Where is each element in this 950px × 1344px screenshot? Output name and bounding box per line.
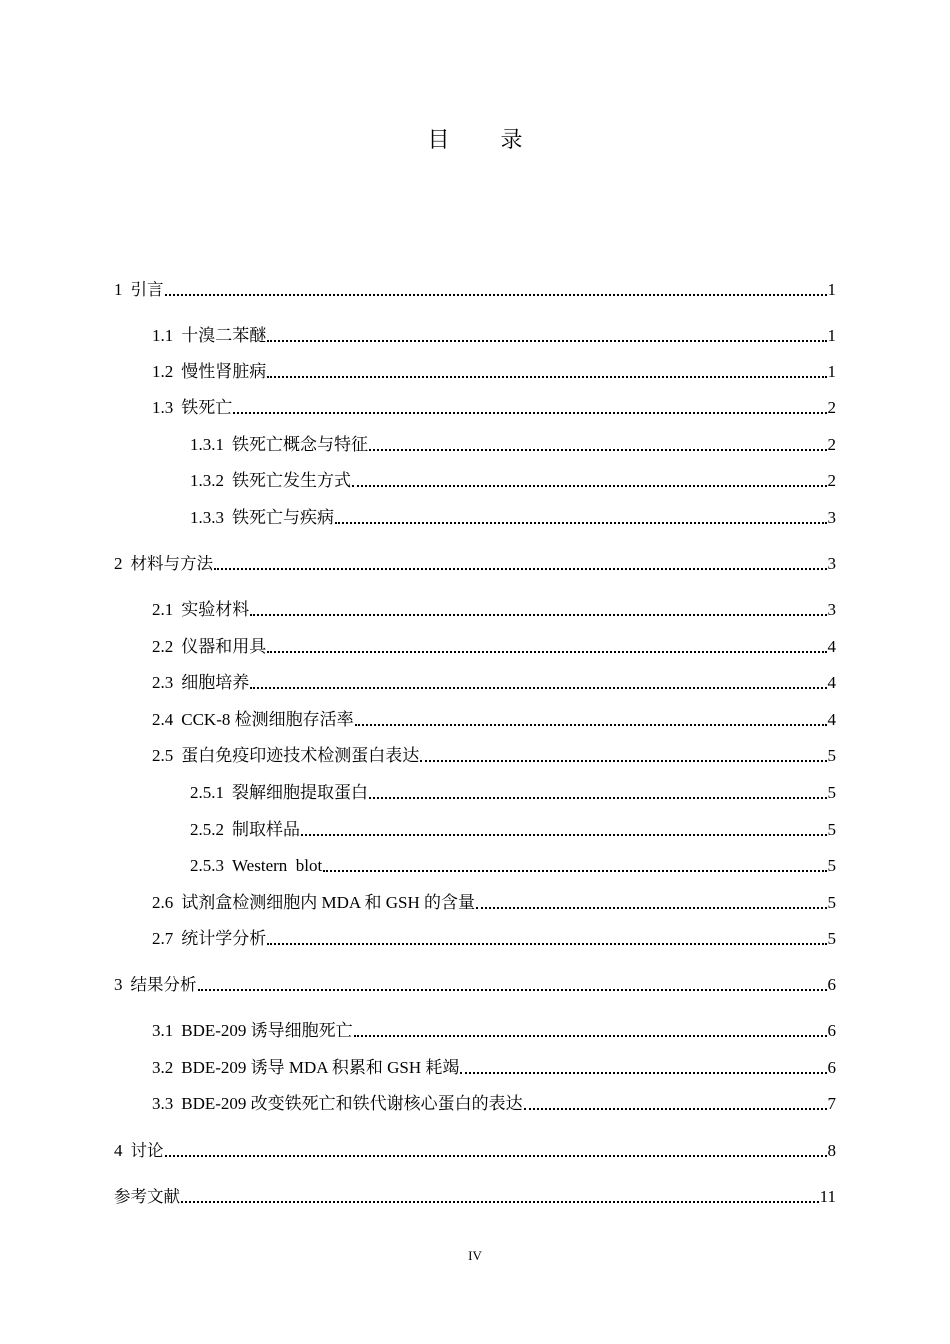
toc-entry-label: 铁死亡概念与特征 <box>232 435 368 454</box>
toc-leader-dots <box>250 687 826 689</box>
toc-entry[interactable] <box>190 470 836 492</box>
toc-entry-number: 3.3 <box>152 1094 174 1113</box>
toc-entry[interactable] <box>114 1140 836 1162</box>
toc-entry-page: 8 <box>827 1141 836 1160</box>
toc-leader-dots <box>355 724 827 726</box>
toc-entry-number: 3.2 <box>152 1058 174 1077</box>
toc-entry-number: 2.2 <box>152 637 174 656</box>
toc-entry-page: 6 <box>827 1021 836 1040</box>
toc-entry-label: 统计学分析 <box>181 929 267 948</box>
toc-entry-page: 2 <box>827 398 836 417</box>
toc-entry-label: 蛋白免疫印迹技术检测蛋白表达 <box>181 746 420 765</box>
toc-entry-page: 5 <box>827 856 836 875</box>
toc-leader-dots <box>214 568 827 570</box>
toc-entry-page: 6 <box>827 1058 836 1077</box>
toc-leader-dots <box>165 294 827 296</box>
toc-entry-number: 1.3.1 <box>190 435 224 454</box>
toc-entry[interactable] <box>152 397 836 419</box>
toc-entry[interactable] <box>152 1020 836 1042</box>
toc-entry-number: 1.1 <box>152 326 174 345</box>
toc-entry[interactable] <box>152 599 836 621</box>
toc-entry[interactable] <box>152 928 836 950</box>
toc-leader-dots <box>267 376 826 378</box>
toc-leader-dots <box>267 943 826 945</box>
toc-entry-label: 铁死亡与疾病 <box>232 508 334 527</box>
toc-entry-number: 1.2 <box>152 362 174 381</box>
toc-entry-label: 制取样品 <box>232 820 300 839</box>
toc-entry-number: 1.3 <box>152 398 174 417</box>
toc-entry-number: 2.1 <box>152 600 174 619</box>
toc-entry-page: 5 <box>827 746 836 765</box>
toc-entry[interactable] <box>190 819 836 841</box>
toc-leader-dots <box>181 1201 819 1203</box>
toc-entry-number: 2.4 <box>152 710 174 729</box>
toc-entry-label: 仪器和用具 <box>181 637 267 656</box>
toc-entry-number: 1.3.3 <box>190 508 224 527</box>
toc-leader-dots <box>250 614 826 616</box>
toc-leader-dots <box>420 760 826 762</box>
toc-entry-number: 2.6 <box>152 893 174 912</box>
toc-entry[interactable] <box>152 745 836 767</box>
toc-leader-dots <box>267 340 826 342</box>
toc-entry-label: CCK-8 检测细胞存活率 <box>181 710 354 729</box>
toc-entry-label: 铁死亡 <box>181 398 233 417</box>
toc-entry-page: 5 <box>827 929 836 948</box>
toc-entry-page: 5 <box>827 893 836 912</box>
toc-entry-number: 3.1 <box>152 1021 174 1040</box>
toc-entry-label: BDE-209 诱导细胞死亡 <box>181 1021 353 1040</box>
toc-entry[interactable] <box>152 361 836 383</box>
toc-entry-number: 3 <box>114 975 123 994</box>
toc-entry-references[interactable] <box>114 1186 836 1208</box>
toc-entry-number: 2.5.2 <box>190 820 224 839</box>
toc-entry-label: 结果分析 <box>130 975 197 994</box>
page-title: 目 录 <box>427 128 545 153</box>
toc-entry-number: 2.3 <box>152 673 174 692</box>
toc-entry[interactable] <box>190 855 836 877</box>
toc-entry-label: BDE-209 诱导 MDA 积累和 GSH 耗竭 <box>181 1058 460 1077</box>
toc-leader-dots <box>524 1108 827 1110</box>
toc-entry-page: 4 <box>827 673 836 692</box>
toc-entry-label: 裂解细胞提取蛋白 <box>232 783 368 802</box>
toc-entry-label: 慢性肾脏病 <box>181 362 267 381</box>
toc-entry-page: 6 <box>827 975 836 994</box>
toc-entry-page: 5 <box>827 783 836 802</box>
toc-entry-label: 十溴二苯醚 <box>181 326 267 345</box>
toc-entry-page: 4 <box>827 710 836 729</box>
toc-entry-number: 2.5.3 <box>190 856 224 875</box>
toc-entry-number: 1.3.2 <box>190 471 224 490</box>
toc-entry[interactable] <box>152 672 836 694</box>
toc-entry-page: 1 <box>827 362 836 381</box>
toc-leader-dots <box>233 412 826 414</box>
toc-entry[interactable] <box>152 636 836 658</box>
toc-entry-page: 1 <box>827 280 836 299</box>
toc-entry-label: 铁死亡发生方式 <box>232 471 351 490</box>
toc-entry[interactable] <box>152 1057 836 1079</box>
toc-entry-number: 4 <box>114 1141 123 1160</box>
toc-entry[interactable] <box>190 782 836 804</box>
toc-entry-page: 3 <box>827 508 836 527</box>
toc-entry-label: 参考文献 <box>114 1187 180 1206</box>
toc-leader-dots <box>198 989 827 991</box>
toc-entry[interactable] <box>114 279 836 301</box>
toc-entry-page: 2 <box>827 435 836 454</box>
toc-entry[interactable] <box>152 325 836 347</box>
toc-entry[interactable] <box>152 1093 836 1115</box>
page-number-footer: IV <box>468 1248 482 1263</box>
toc-entry-page: 3 <box>827 554 836 573</box>
toc-entry-label: 引言 <box>130 280 164 299</box>
toc-leader-dots <box>323 870 826 872</box>
toc-entry-number: 2 <box>114 554 123 573</box>
toc-entry-page: 2 <box>827 471 836 490</box>
toc-entry-label: 材料与方法 <box>130 554 213 573</box>
toc-entry-label: Western blot <box>232 856 323 875</box>
toc-leader-dots <box>369 449 827 451</box>
toc-entry-page: 5 <box>827 820 836 839</box>
toc-leader-dots <box>165 1155 827 1157</box>
toc-leader-dots <box>354 1035 827 1037</box>
toc-entry-page: 7 <box>827 1094 836 1113</box>
toc-leader-dots <box>352 485 827 487</box>
toc-entry-number: 2.5 <box>152 746 174 765</box>
toc-entry-number: 1 <box>114 280 123 299</box>
toc-entry[interactable] <box>190 507 836 529</box>
toc-entry-label: 细胞培养 <box>181 673 250 692</box>
toc-leader-dots <box>301 834 827 836</box>
toc-entry-number: 2.7 <box>152 929 174 948</box>
toc-leader-dots <box>476 907 827 909</box>
toc-entry[interactable] <box>152 709 836 731</box>
toc-entry[interactable] <box>114 974 836 996</box>
toc-entry-page: 11 <box>819 1187 836 1206</box>
toc-leader-dots <box>460 1072 826 1074</box>
toc-entry[interactable] <box>190 434 836 456</box>
toc-entry-number: 2.5.1 <box>190 783 224 802</box>
toc-entry[interactable] <box>114 553 836 575</box>
toc-entry-label: BDE-209 改变铁死亡和铁代谢核心蛋白的表达 <box>181 1094 523 1113</box>
toc-entry-page: 1 <box>827 326 836 345</box>
toc-entry-page: 4 <box>827 637 836 656</box>
toc-entry-label: 实验材料 <box>181 600 250 619</box>
toc-entry-label: 试剂盒检测细胞内 MDA 和 GSH 的含量 <box>181 893 475 912</box>
toc-entry-page: 3 <box>827 600 836 619</box>
toc-entry-label: 讨论 <box>130 1141 164 1160</box>
toc-leader-dots <box>335 522 827 524</box>
toc-leader-dots <box>369 797 827 799</box>
toc-entry[interactable] <box>152 892 836 914</box>
toc-leader-dots <box>267 651 826 653</box>
